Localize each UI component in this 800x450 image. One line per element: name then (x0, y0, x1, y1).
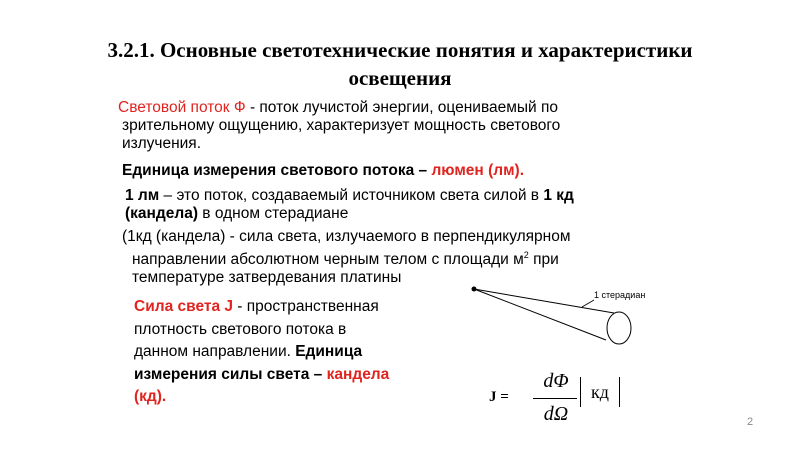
intensity-def-4: измерения силы света – (134, 365, 327, 383)
intensity-unit-lead: Единица (295, 343, 363, 360)
lumen-definition-paragraph (122, 187, 574, 223)
luminous-flux-def-3: излучения. (122, 135, 201, 152)
luminous-flux-paragraph (118, 99, 560, 153)
intensity-def-3: данном направлении. (134, 343, 296, 360)
lumen-def-line2: в одном стерадиане (198, 205, 349, 222)
candela-def-2: направлении абсолютном черным телом с площади м (132, 251, 524, 269)
lumen-cd: 1 кд (543, 187, 574, 204)
lumen-candela-word: (кандела) (125, 205, 198, 222)
intensity-paragraph (134, 296, 434, 409)
flux-unit-paragraph (122, 162, 524, 180)
candela-def-1: (1кд (кандела) - сила света, излучаемого в перпендикулярном (122, 228, 571, 245)
page-title (0, 36, 800, 92)
flux-unit-value: люмен (лм). (431, 162, 525, 179)
intensity-def-2: плотность светового потока в (134, 320, 347, 338)
steradian-label: 1 стерадиан (594, 290, 646, 300)
cone-base-ellipse (607, 312, 631, 344)
candela-def-3: температуре затвердевания платины (132, 269, 402, 287)
title-line-1: 3.2.1. Основные светотехнические понятия и характеристики (107, 38, 693, 62)
intensity-unit-name: кандела (326, 365, 390, 383)
formula-unit-bracket (580, 377, 620, 407)
formula-unit: кд (591, 382, 609, 402)
luminous-flux-def-1: - поток лучистой энергии, оцениваемый по (245, 99, 559, 116)
intensity-term: Сила света J (134, 298, 233, 315)
steradian-diagram (454, 276, 684, 350)
formula-numerator: dΦ (543, 370, 569, 392)
page-number: 2 (747, 416, 754, 428)
candela-def-sup: 2 (523, 250, 529, 260)
candela-def-2-post: при (528, 251, 559, 269)
label-leader-line (582, 300, 594, 307)
lumen-def-rest: – это поток, создаваемый источником света силой в (159, 187, 544, 204)
luminous-flux-def-2: зрительному ощущению, характеризует мощность светового (122, 117, 561, 134)
formula-denominator: dΩ (543, 403, 569, 425)
intensity-unit-abbr: (кд). (134, 388, 167, 405)
intensity-def-1: - пространственная (233, 298, 379, 315)
fraction-bar (533, 398, 577, 399)
lumen-lead: 1 лм (125, 187, 160, 204)
luminous-flux-term: Световой поток Ф (118, 99, 246, 116)
flux-unit-text: Единица измерения светового потока – (122, 162, 432, 179)
title-line-2: освещения (348, 66, 452, 90)
cone-edge-bottom (474, 289, 606, 340)
formula-lhs: J = (489, 389, 509, 405)
